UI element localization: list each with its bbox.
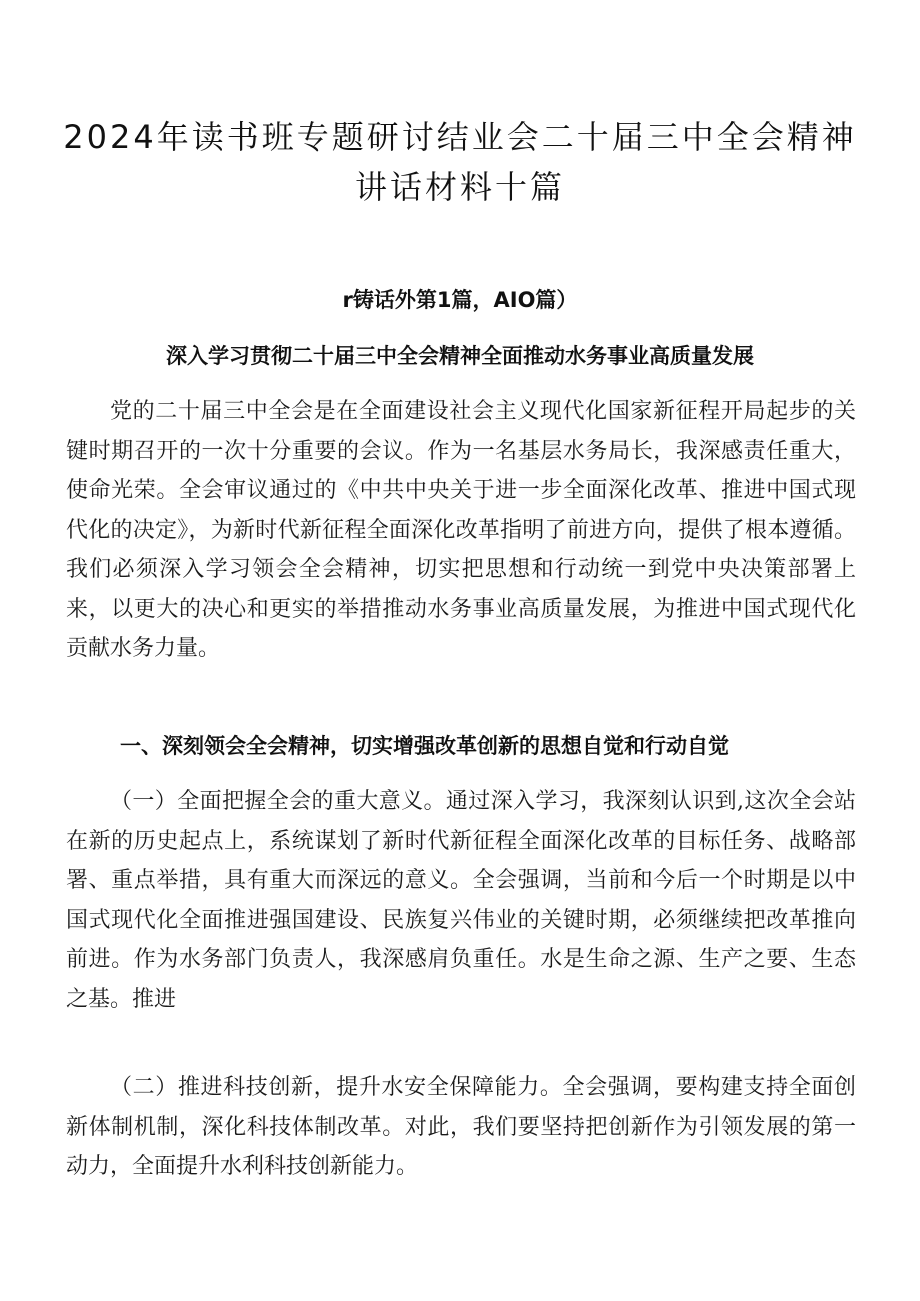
- document-title-line-2: 讲话材料十篇: [354, 168, 565, 206]
- document-subtitle: r铸话外第1篇，AIO篇）: [342, 288, 578, 312]
- document-title-line-1: 2024年读书班专题研讨结业会二十届三中全会精神: [63, 118, 857, 156]
- section-heading: 一、深刻领会全会精神，切实增强改革创新的思想自觉和行动自觉: [120, 734, 729, 758]
- paragraph-intro: 党的二十届三中全会是在全面建设社会主义现代化国家新征程开局起步的关键时期召开的一次十分重要的会议。作为一名基层水务局长，我深感责任重大，使命光荣。全会审议通过的《中共中央关于进一步全面深化改革、推进中国式现代化的决定》，为新时代新征程全面深化改革指明了前进方向，提供了根本遵循。我们必须深入学习领会全会精神，切实把思想和行动统一到党中央决策部署上来，以更大的决心和更实的举措推动水务事业高质量发展，为推进中国式现代化贡献水务力量。: [66, 399, 856, 661]
- article-title: 深入学习贯彻二十届三中全会精神全面推动水务事业高质量发展: [166, 344, 754, 368]
- paragraph-point-2: （二）推进科技创新，提升水安全保障能力。全会强调，要构建支持全面创新体制机制，深化科技体制改革。对此，我们要坚持把创新作为引领发展的第一动力，全面提升水利科技创新能力。: [66, 1075, 856, 1179]
- paragraph-point-1: （一）全面把握全会的重大意义。通过深入学习，我深刻认识到,这次全会站在新的历史起点上，系统谋划了新时代新征程全面深化改革的目标任务、战略部署、重点举措，具有重大而深远的意义。全会强调，当前和今后一个时期是以中国式现代化全面推进强国建设、民族复兴伟业的关键时期，必须继续把改革推向前进。作为水务部门负责人，我深感肩负重任。水是生命之源、生产之要、生态之基。推进: [66, 789, 856, 1012]
